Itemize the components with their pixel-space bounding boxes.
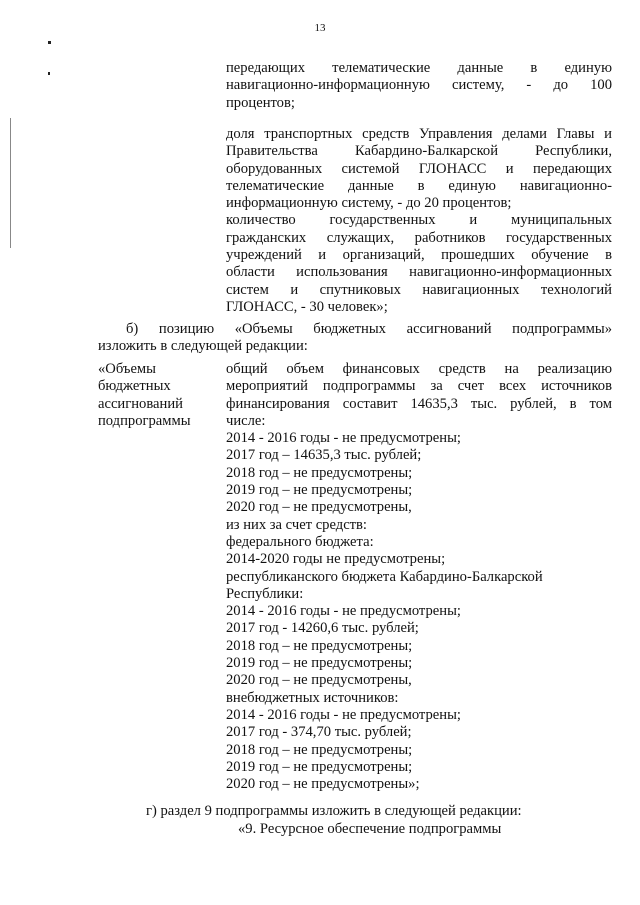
- text-line: 2014-2020 годы не предусмотрены;: [226, 551, 446, 568]
- text-line: 2018 год – не предусмотрены;: [226, 741, 413, 758]
- text-line: г) раздел 9 подпрограммы изложить в следующей редакции:: [146, 803, 522, 819]
- text-line: телематические данные в единую навигационно-: [226, 177, 612, 194]
- text-line: передающих телематические данные в единую: [226, 60, 612, 76]
- label-line: бюджетных: [98, 378, 171, 395]
- text-line: федерального бюджета:: [226, 533, 374, 550]
- label-line: ассигнований: [98, 395, 183, 412]
- page-number: 13: [314, 22, 326, 34]
- text-line: 2017 год - 374,70 тыс. рублей;: [226, 724, 412, 741]
- paragraph-b: [98, 321, 612, 356]
- text-line: процентов;: [226, 94, 295, 111]
- text-line: навигационно-информационную систему, - до 100: [226, 77, 612, 94]
- text-line: 2020 год – не предусмотрены,: [226, 672, 412, 689]
- text-line: Республики:: [226, 585, 304, 602]
- text-line: Правительства Кабардино-Балкарской Республики,: [226, 143, 612, 160]
- text-line: внебюджетных источников:: [226, 689, 399, 706]
- scan-mark: [48, 41, 51, 44]
- text-line: б) позицию «Объемы бюджетных ассигнований подпрограммы»: [126, 321, 612, 337]
- text-line: 2014 - 2016 годы - не предусмотрены;: [226, 430, 461, 447]
- text-line: количество государственных и муниципальных: [226, 212, 612, 229]
- text-line: ГЛОНАСС, - 30 человек»;: [226, 298, 388, 315]
- label-line: «Объемы: [98, 361, 156, 377]
- text-line: 2020 год – не предусмотрены,: [226, 499, 412, 516]
- scan-mark: [48, 72, 50, 75]
- table-label-column: [98, 361, 218, 430]
- text-line: учреждений и организаций, прошедших обучение в: [226, 247, 612, 264]
- text-line: 2019 год – не предусмотрены;: [226, 482, 413, 499]
- paragraph-g: [146, 803, 612, 820]
- text-block-1: [226, 60, 612, 112]
- text-line: оборудованных системой ГЛОНАСС и передающих: [226, 160, 612, 177]
- text-line: изложить в следующей редакции:: [98, 338, 308, 355]
- text-line: гражданских служащих, работников государственных: [226, 229, 612, 246]
- text-line: 2018 год – не предусмотрены;: [226, 464, 413, 481]
- text-line: республиканского бюджета Кабардино-Балкарской: [226, 568, 543, 585]
- text-line: 2017 год – 14635,3 тыс. рублей;: [226, 447, 422, 464]
- text-line: 2014 - 2016 годы - не предусмотрены;: [226, 603, 461, 620]
- section-heading: [238, 821, 612, 838]
- text-line: области использования навигационно-информационных: [226, 264, 612, 281]
- text-line: общий объем финансовых средств на реализацию: [226, 361, 612, 377]
- text-line: 2019 год – не предусмотрены;: [226, 655, 413, 672]
- text-line: финансирования составит 14635,3 тыс. рублей, в том: [226, 395, 612, 412]
- text-line: числе:: [226, 412, 266, 429]
- label-line: подпрограммы: [98, 412, 191, 429]
- text-line: 2014 - 2016 годы - не предусмотрены;: [226, 706, 461, 723]
- text-line: информационную систему, - до 20 процентов;: [226, 195, 512, 212]
- text-line: 2020 год – не предусмотрены»;: [226, 776, 420, 793]
- text-block-2: [226, 126, 612, 316]
- text-line: доля транспортных средств Управления делами Главы и: [226, 126, 612, 142]
- text-line: из них за счет средств:: [226, 516, 367, 533]
- table-value-column: [226, 361, 612, 793]
- heading-text: «9. Ресурсное обеспечение подпрограммы: [238, 821, 502, 837]
- text-line: 2019 год – не предусмотрены;: [226, 758, 413, 775]
- scan-line: [10, 118, 11, 248]
- text-line: 2018 год – не предусмотрены;: [226, 637, 413, 654]
- text-line: мероприятий подпрограммы за счет всех источников: [226, 378, 612, 395]
- text-line: 2017 год - 14260,6 тыс. рублей;: [226, 620, 419, 637]
- text-line: систем и спутниковых навигационных технологий: [226, 281, 612, 298]
